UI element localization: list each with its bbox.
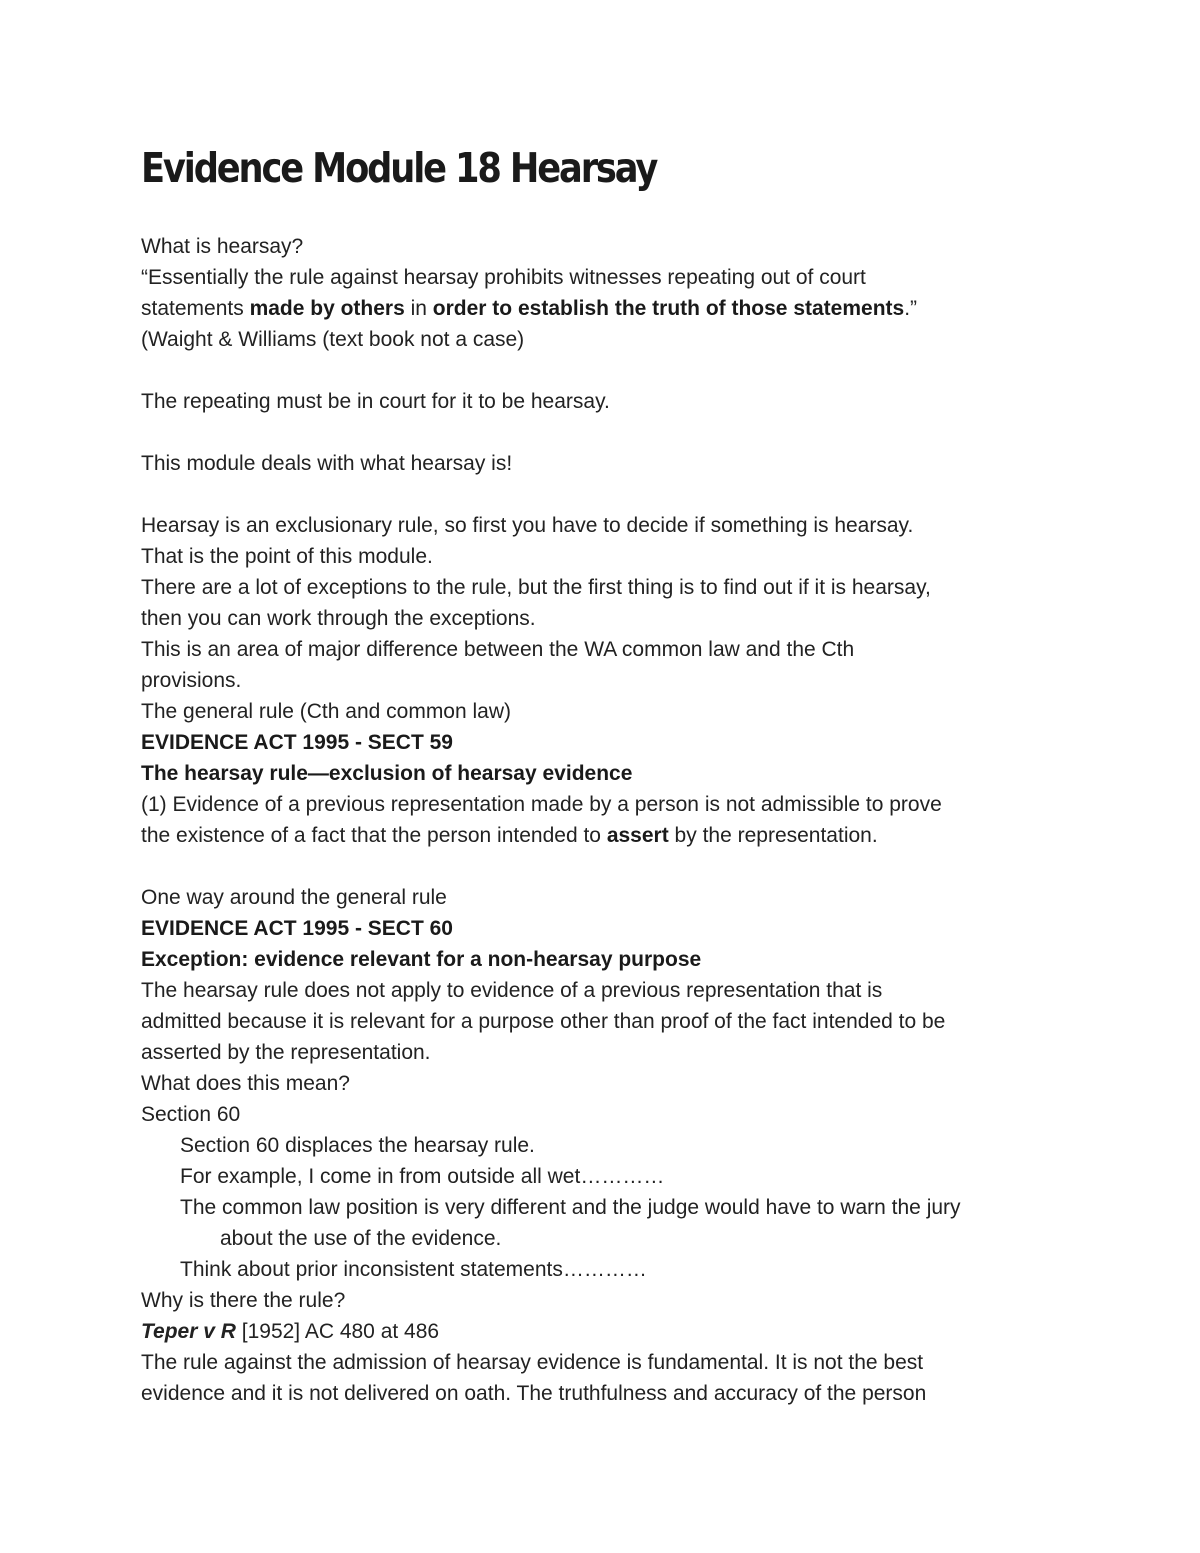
case-citation: Teper v R [1952] AC 480 at 486 <box>141 1320 440 1343</box>
document-body <box>141 231 1101 1409</box>
indented-line: Think about prior inconsistent statements………… <box>180 1258 647 1281</box>
citation-line: (Waight & Williams (text book not a case) <box>141 328 525 351</box>
section-heading: EVIDENCE ACT 1995 - SECT 60 <box>141 917 453 940</box>
paragraph-line: This is an area of major difference between the WA common law and the Cth <box>141 638 855 661</box>
paragraph-line: Section 60 <box>141 1103 241 1126</box>
section-heading: EVIDENCE ACT 1995 - SECT 59 <box>141 731 453 754</box>
paragraph-line: This module deals with what hearsay is! <box>141 452 513 475</box>
indented-line: about the use of the evidence. <box>220 1227 502 1250</box>
paragraph-line: Why is there the rule? <box>141 1289 346 1312</box>
paragraph-line: evidence and it is not delivered on oath. The truthfulness and accuracy of the person <box>141 1382 927 1405</box>
quote-line: “Essentially the rule against hearsay prohibits witnesses repeating out of court <box>141 266 866 289</box>
paragraph-line: The general rule (Cth and common law) <box>141 700 512 723</box>
paragraph-line: The rule against the admission of hearsay evidence is fundamental. It is not the best <box>141 1351 924 1374</box>
quote-line: statements made by others in order to establish the truth of those statements.” <box>141 297 918 320</box>
paragraph-line: The repeating must be in court for it to be hearsay. <box>141 390 610 413</box>
statute-text: (1) Evidence of a previous representation made by a person is not admissible to prove <box>141 793 942 816</box>
section-subheading: Exception: evidence relevant for a non-hearsay purpose <box>141 948 702 971</box>
paragraph-line: provisions. <box>141 669 242 692</box>
paragraph-line: One way around the general rule <box>141 886 447 909</box>
document-title: Evidence Module 18 Hearsay <box>141 144 657 192</box>
paragraph-line: There are a lot of exceptions to the rule, but the first thing is to find out if it is hearsay, <box>141 576 931 599</box>
paragraph-line: then you can work through the exceptions. <box>141 607 536 630</box>
statute-text: asserted by the representation. <box>141 1041 431 1064</box>
section-subheading: The hearsay rule—exclusion of hearsay evidence <box>141 762 633 785</box>
paragraph-line: That is the point of this module. <box>141 545 433 568</box>
indented-line: The common law position is very different and the judge would have to warn the jury <box>180 1196 961 1219</box>
indented-line: Section 60 displaces the hearsay rule. <box>180 1134 535 1157</box>
indented-line: For example, I come in from outside all wet………… <box>180 1165 665 1188</box>
statute-text: the existence of a fact that the person intended to assert by the representation. <box>141 824 878 847</box>
question-what-is-hearsay: What is hearsay? <box>141 235 304 258</box>
paragraph-line: Hearsay is an exclusionary rule, so first you have to decide if something is hearsay. <box>141 514 914 537</box>
statute-text: admitted because it is relevant for a purpose other than proof of the fact intended to be <box>141 1010 946 1033</box>
paragraph-line: What does this mean? <box>141 1072 350 1095</box>
statute-text: The hearsay rule does not apply to evidence of a previous representation that is <box>141 979 883 1002</box>
